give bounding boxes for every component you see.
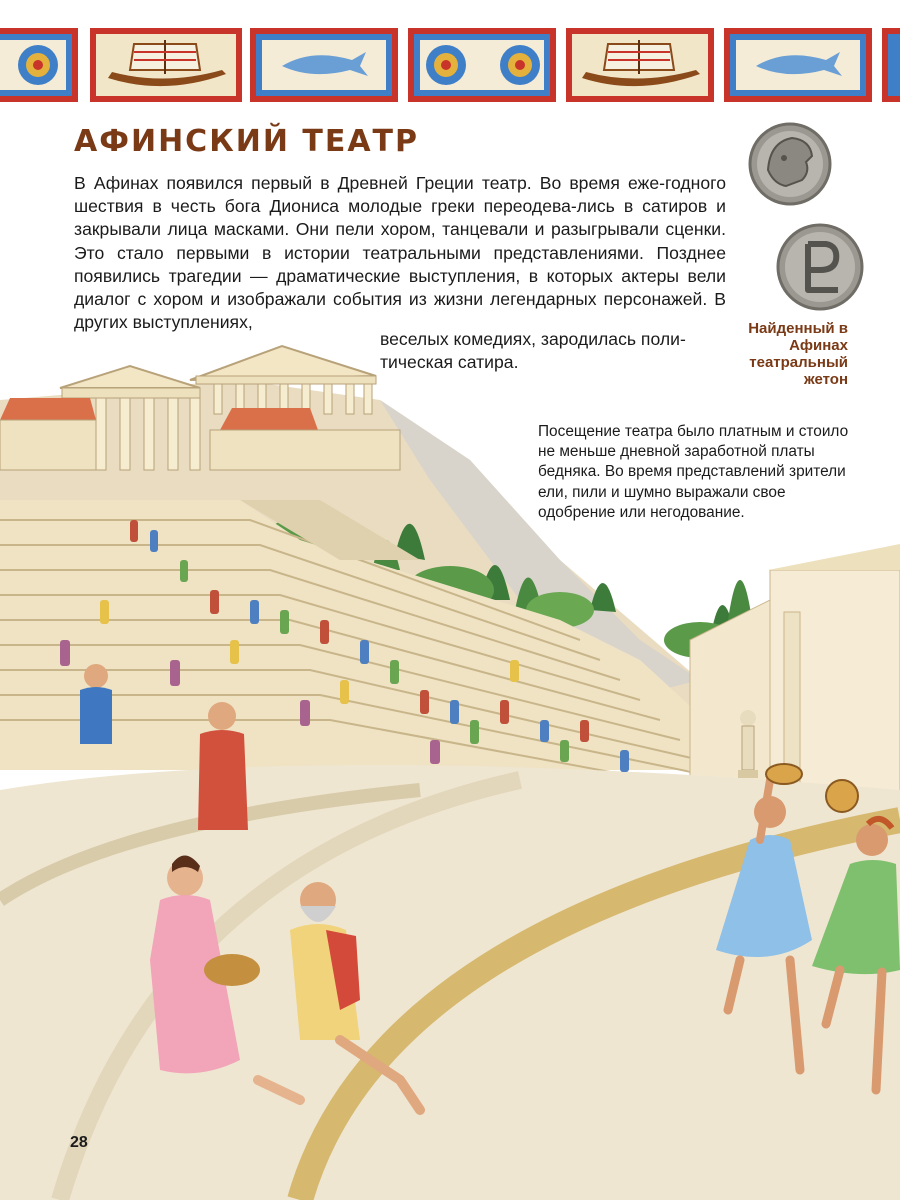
page-title: АФИНСКИЙ ТЕАТР	[74, 124, 420, 159]
dolphin-tile	[250, 28, 398, 102]
coin-letter-icon	[778, 225, 862, 309]
theatre-note: Посещение театра было платным и стоило не меньше дневной заработной платы бедняка. Во время представлений зрители ели, пили и шумно выражали свое одобрение или негодование.	[538, 423, 849, 521]
coin-caption: Найденный в Афинах театральный жетон	[748, 320, 848, 388]
spectator-man-blue	[80, 664, 112, 744]
temple-left	[0, 366, 200, 470]
flower-tile	[882, 28, 900, 102]
flower-tile	[408, 28, 556, 102]
intro-paragraph: В Афинах появился первый в Древней Греции театр. Во время еже-годного шествия в честь бога Диониса молодые греки переодева-лись в сатиров и закрывали лица масками. Они пели хором, танцевали и разыгрывали сценки. Это стало первыми в истории театральными представлениями. Позднее появились трагедии — драматические выступления, в которых актеры вели диалог с хором и изображали события из жизни легендарных персонажей. В других выступлениях,	[74, 173, 726, 333]
decorative-frieze	[0, 0, 900, 110]
page-number: 28	[70, 1134, 88, 1151]
intro-paragraph-continuation: веселых комедиях, зародилась поли-тическая сатира.	[380, 329, 686, 373]
ship-tile	[90, 28, 242, 102]
ship-tile	[566, 28, 714, 102]
flower-tile	[0, 28, 78, 102]
coin-illustration	[740, 112, 900, 312]
temple-parthenon	[190, 346, 400, 470]
dolphin-tile	[724, 28, 872, 102]
coin-helmet-head-icon	[750, 124, 830, 204]
